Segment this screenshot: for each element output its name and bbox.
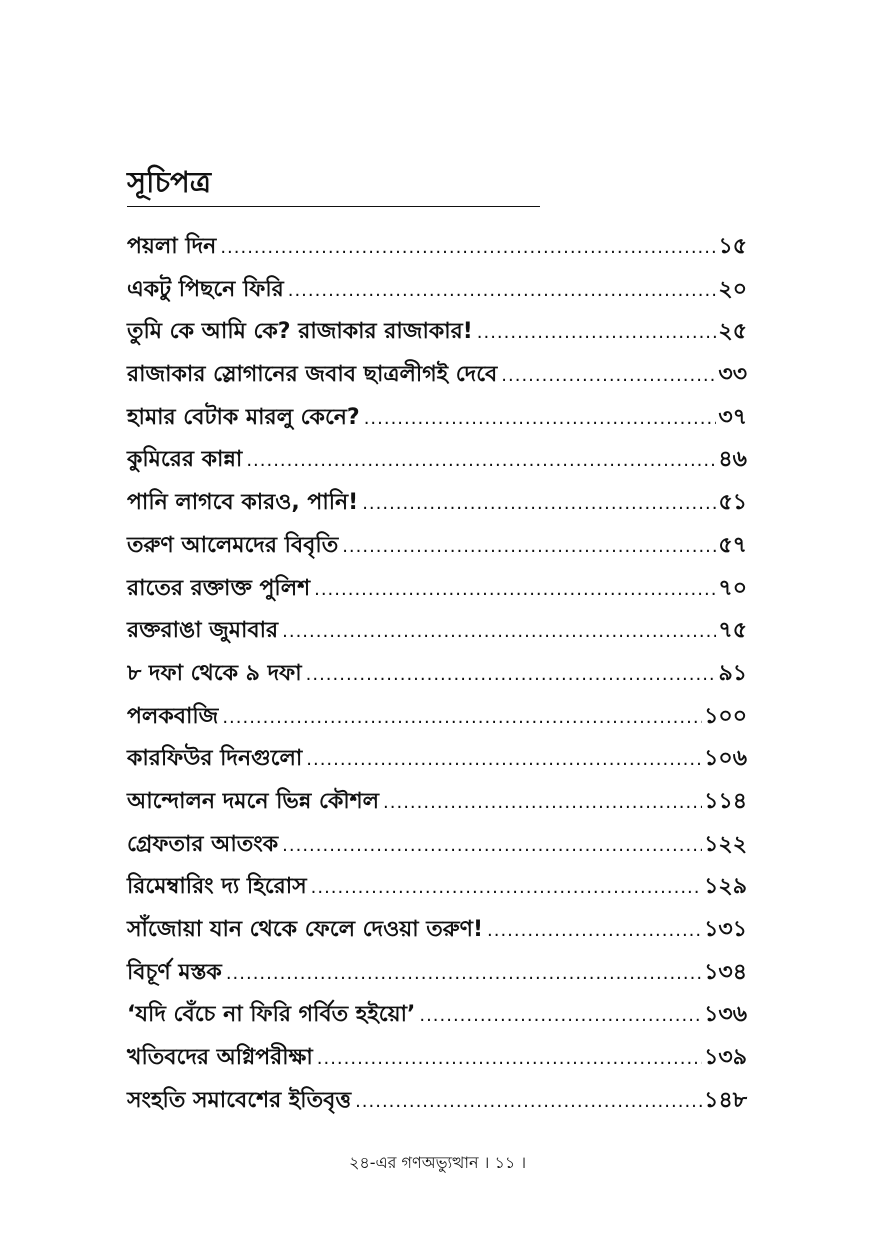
dot-leader — [419, 995, 702, 1038]
toc-entry-page-number: ২০ — [718, 276, 747, 302]
toc-entry — [127, 994, 747, 1037]
toc-entry-page-number: ৩৩ — [718, 362, 747, 388]
toc-entry-page-number: ৪৬ — [718, 447, 747, 473]
toc-entry-page-number: ৫১ — [718, 490, 747, 516]
toc-entry — [127, 952, 747, 995]
toc-entry — [127, 909, 747, 952]
toc-entry — [127, 824, 747, 867]
toc-entry-title: রাতের রক্তাক্ত পুলিশ — [127, 575, 311, 601]
toc-entry-title: গ্রেফতার আতংক — [127, 831, 279, 857]
toc-entry — [127, 525, 747, 568]
dot-leader — [282, 611, 716, 654]
toc-entry-page-number: ১৩৪ — [704, 959, 747, 985]
dot-leader — [314, 569, 716, 612]
toc-entry — [127, 738, 747, 781]
toc-entry — [127, 653, 747, 696]
toc-entry-page-number: ৩৭ — [718, 404, 747, 430]
toc-entry-title: ৮ দফা থেকে ৯ দফা — [127, 660, 302, 686]
toc-entry — [127, 439, 747, 482]
toc-entry — [127, 568, 747, 611]
toc-entry-page-number: ৭০ — [718, 575, 747, 601]
toc-entry-title: রিমেম্বারিং দ্য হিরোস — [127, 874, 307, 900]
toc-entry — [127, 696, 747, 739]
toc-entry-page-number: ১৩৯ — [704, 1045, 747, 1071]
toc-entry-title: পয়লা দিন — [127, 234, 217, 259]
dot-leader — [364, 398, 717, 441]
toc-entry-page-number: ১৩৬ — [704, 1002, 747, 1028]
toc-entry-title: পানি লাগবে কারও, পানি! — [127, 490, 359, 516]
toc-entry — [127, 482, 747, 525]
dot-leader — [306, 654, 717, 697]
dot-leader — [288, 270, 717, 313]
toc-entry-title: বিচূর্ণ মস্তক — [127, 959, 222, 985]
dot-leader — [220, 227, 716, 270]
toc-entry — [127, 1037, 747, 1080]
toc-entry — [127, 1080, 747, 1123]
toc-entry-title: পলকবাজি — [127, 703, 219, 729]
dot-leader — [487, 910, 702, 953]
toc-entry-page-number: ১৪৮ — [704, 1087, 747, 1113]
toc-entry-page-number: ২৫ — [718, 319, 747, 345]
toc-entry-page-number: ১১৪ — [704, 788, 747, 814]
dot-leader — [222, 697, 702, 740]
toc-entry-page-number: ১৫ — [718, 234, 747, 259]
toc-entry-page-number: ১০০ — [704, 703, 747, 729]
toc-entry-page-number: ৭৫ — [718, 618, 747, 644]
toc-entry-page-number: ১২২ — [704, 831, 747, 857]
dot-leader — [477, 312, 717, 355]
dot-leader — [282, 825, 702, 868]
toc-entry — [127, 226, 747, 269]
toc-entry-title: কারফিউর দিনগুলো — [127, 746, 303, 772]
toc-entry-title: খতিবদের অগ্নিপরীক্ষা — [127, 1045, 313, 1071]
toc-entry-page-number: ১০৬ — [704, 746, 747, 772]
toc-entry — [127, 269, 747, 312]
dot-leader — [355, 1081, 702, 1124]
dot-leader — [501, 355, 716, 398]
dot-leader — [246, 440, 716, 483]
toc-entry-title: তুমি কে আমি কে? রাজাকার রাজাকার! — [127, 319, 473, 345]
toc-entry-title: সাঁজোয়া যান থেকে ফেলে দেওয়া তরুণ! — [127, 917, 484, 942]
toc-entry-title: রাজাকার স্লোগানের জবাব ছাত্রলীগই দেবে — [127, 362, 498, 388]
toc-entry-title: সংহতি সমাবেশের ইতিবৃত্ত — [127, 1087, 352, 1113]
toc-entry-title: রক্তরাঙা জুমাবার — [127, 618, 279, 644]
toc-entry — [127, 781, 747, 824]
heading-underline — [127, 206, 540, 207]
toc-entry — [127, 610, 747, 653]
page-footer: ২৪-এর গণঅভ্যুত্থান । ১১ । — [348, 1153, 527, 1172]
toc-entry-page-number: ১৩১ — [704, 917, 747, 942]
toc-entry — [127, 311, 747, 354]
dot-leader — [342, 526, 716, 569]
dot-leader — [306, 739, 702, 782]
dot-leader — [362, 483, 716, 526]
dot-leader — [311, 867, 703, 910]
toc-entry-page-number: ৫৭ — [718, 532, 747, 558]
toc-entry-page-number: ৯১ — [718, 660, 747, 686]
toc-entry-title: আন্দোলন দমনে ভিন্ন কৌশল — [127, 788, 380, 814]
dot-leader — [317, 1038, 702, 1081]
toc-entry-page-number: ১২৯ — [704, 874, 747, 900]
toc-entry — [127, 866, 747, 909]
toc-entry — [127, 397, 747, 440]
contents-heading: সূচিপত্র — [127, 165, 212, 199]
toc-entry-title: তরুণ আলেমদের বিবৃতি — [127, 532, 339, 558]
toc-entry — [127, 354, 747, 397]
toc-entry-title: ‘যদি বেঁচে না ফিরি গর্বিত হইয়ো’ — [127, 1002, 416, 1028]
table-of-contents — [127, 226, 747, 1122]
toc-entry-title: হামার বেটাক মারলু কেনে? — [127, 404, 360, 430]
dot-leader — [226, 953, 702, 996]
dot-leader — [383, 782, 702, 825]
toc-entry-title: একটু পিছনে ফিরি — [127, 276, 284, 302]
toc-entry-title: কুমিরের কান্না — [127, 447, 243, 473]
